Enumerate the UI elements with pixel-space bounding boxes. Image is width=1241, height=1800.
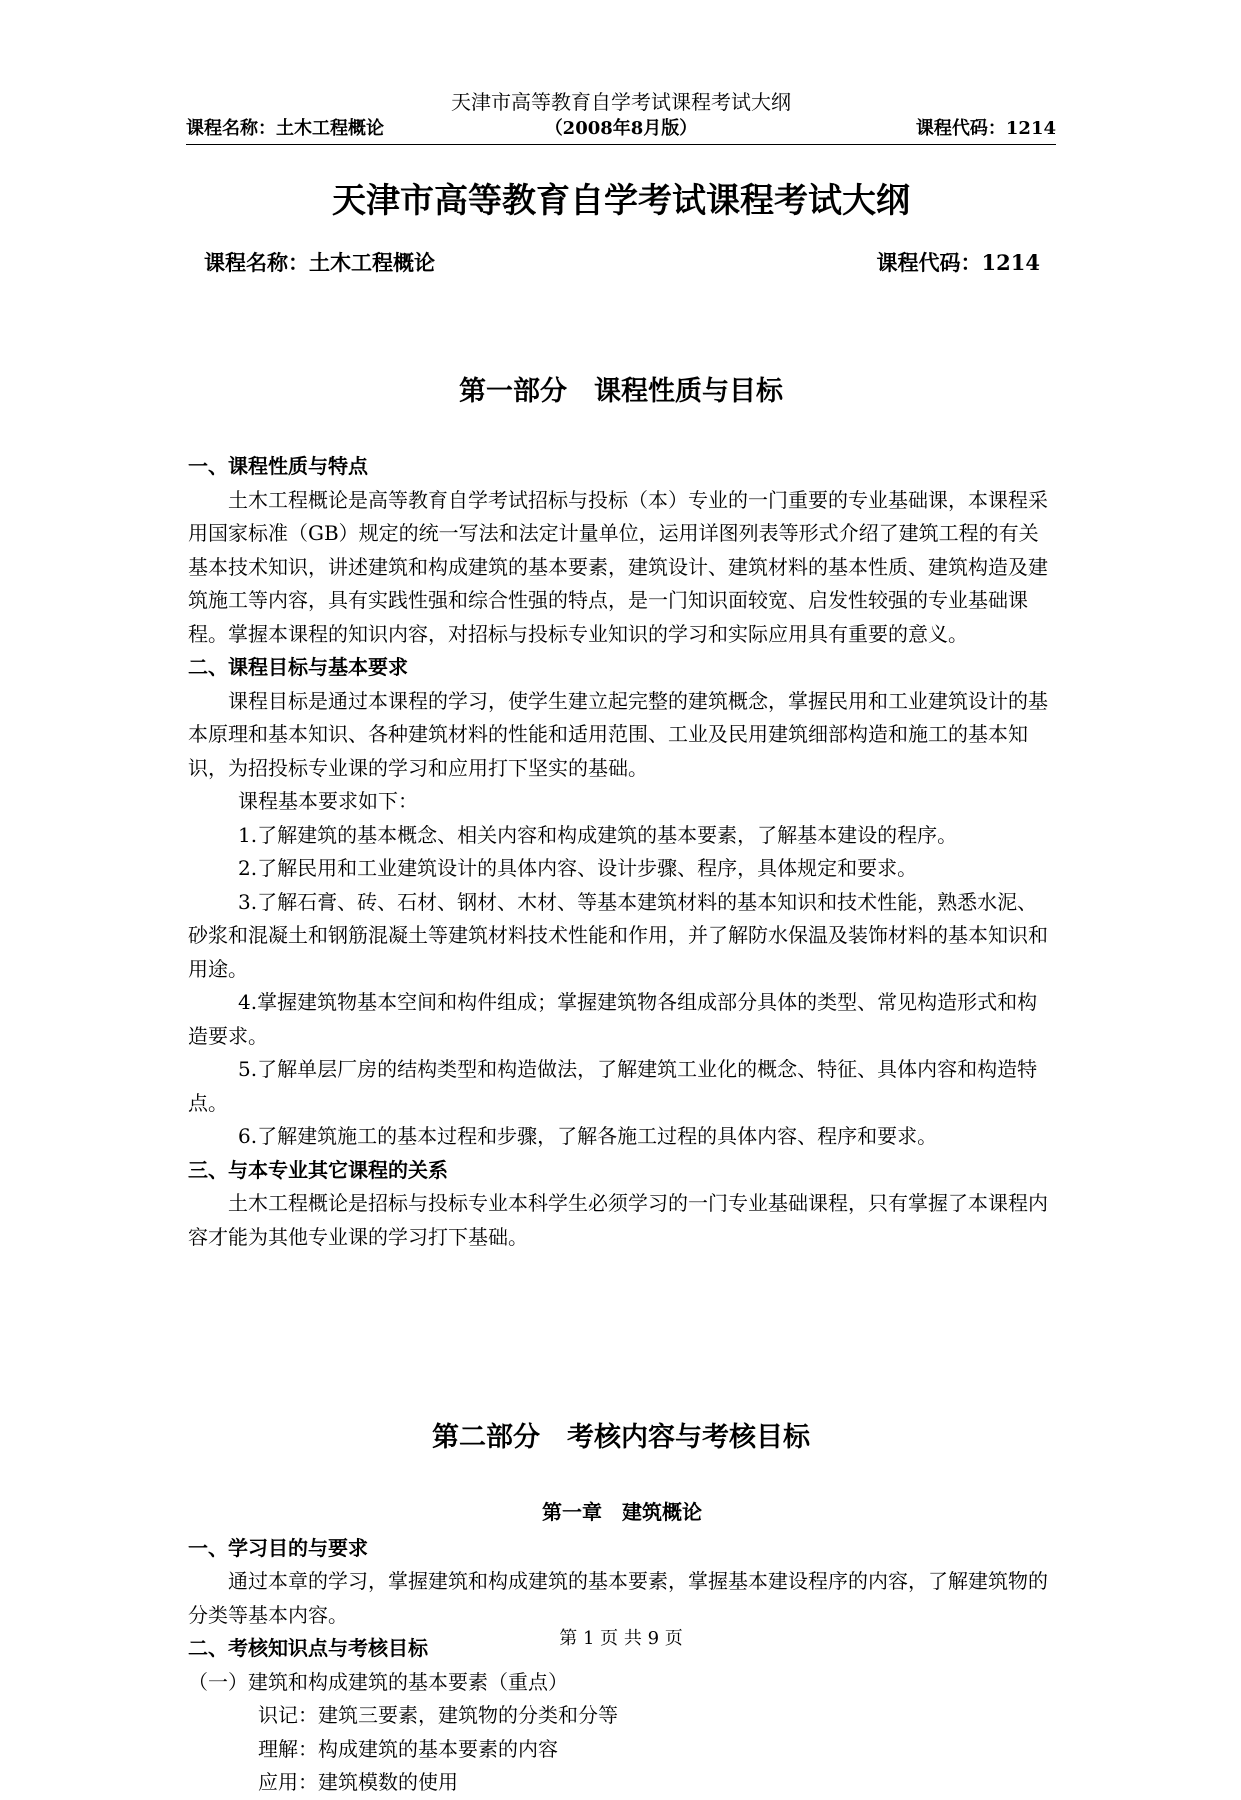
requirement-item: 4.掌握建筑物基本空间和构件组成；掌握建筑物各组成部分具体的类型、常见构造形式和构造要求。 bbox=[188, 990, 1038, 1048]
requirement-item: 1.了解建筑的基本概念、相关内容和构成建筑的基本要素，了解基本建设的程序。 bbox=[238, 822, 958, 847]
running-header-course-code: 课程代码：1214 bbox=[915, 118, 1056, 139]
page-footer: 第 1 页 共 9 页 bbox=[559, 1628, 683, 1649]
running-header-title: 天津市高等教育自学考试课程考试大纲 bbox=[451, 90, 791, 114]
knowledge-item: 识记：建筑三要素，建筑物的分类和分等 bbox=[258, 1703, 618, 1727]
course-code: 课程代码：1214 bbox=[876, 250, 1040, 275]
part1-body bbox=[188, 450, 1056, 1254]
requirement-item: 5.了解单层厂房的结构类型和构造做法，了解建筑工业化的概念、特征、具体内容和构造特点。 bbox=[188, 1057, 1038, 1115]
part2-title: 第二部分 考核内容与考核目标 bbox=[432, 1422, 810, 1453]
section-heading-nature: 一、课程性质与特点 bbox=[188, 454, 368, 478]
section-heading-objectives: 一、学习目的与要求 bbox=[188, 1535, 368, 1560]
running-header bbox=[186, 88, 1056, 145]
paragraph-goals: 课程目标是通过本课程的学习，使学生建立起完整的建筑概念，掌握民用和工业建筑设计的基本原理和基本知识、各种建筑材料的性能和适用范围、工业及民用建筑细部构造和施工的基本知识，为招投标专业课的学习和应用打下坚实的基础。 bbox=[188, 688, 1048, 780]
course-name: 课程名称：土木工程概论 bbox=[204, 250, 435, 275]
section-heading-relations: 三、与本专业其它课程的关系 bbox=[188, 1157, 448, 1182]
part1-title: 第一部分 课程性质与目标 bbox=[459, 376, 783, 407]
knowledge-item: 应用：建筑模数的使用 bbox=[258, 1770, 458, 1794]
knowledge-item: 理解：构成建筑的基本要素的内容 bbox=[258, 1736, 558, 1761]
course-info-line bbox=[204, 248, 1040, 278]
paragraph-objectives: 通过本章的学习，掌握建筑和构成建筑的基本要素，掌握基本建设程序的内容，了解建筑物的分类等基本内容。 bbox=[188, 1569, 1048, 1627]
requirement-item: 2.了解民用和工业建筑设计的具体内容、设计步骤、程序，具体规定和要求。 bbox=[238, 856, 918, 880]
paragraph-requirements-intro: 课程基本要求如下： bbox=[238, 789, 418, 813]
running-header-course-name: 课程名称：土木工程概论 bbox=[186, 118, 384, 139]
requirement-item: 3.了解石膏、砖、石材、钢材、木材、等基本建筑材料的基本知识和技术性能，熟悉水泥、砂浆和混凝土和钢筋混凝土等建筑材料技术性能和作用，并了解防水保温及装饰材料的基本知识和用途。 bbox=[188, 889, 1048, 981]
requirement-item: 6.了解建筑施工的基本过程和步骤，了解各施工过程的具体内容、程序和要求。 bbox=[238, 1124, 938, 1148]
running-header-edition: （2008年8月版） bbox=[544, 118, 698, 139]
document-title: 天津市高等教育自学考试课程考试大纲 bbox=[332, 181, 910, 221]
paragraph-relations: 土木工程概论是招标与投标专业本科学生必须学习的一门专业基础课程，只有掌握了本课程内容才能为其他专业课的学习打下基础。 bbox=[188, 1191, 1048, 1249]
chapter-title: 第一章 建筑概论 bbox=[542, 1500, 702, 1524]
section-heading-goals: 二、课程目标与基本要求 bbox=[188, 655, 408, 679]
section-heading-knowledge-points: 二、考核知识点与考核目标 bbox=[188, 1636, 428, 1660]
paragraph-nature: 土木工程概论是高等教育自学考试招标与投标（本）专业的一门重要的专业基础课，本课程采用国家标准（GB）规定的统一写法和法定计量单位，运用详图列表等形式介绍了建筑工程的有关基本技术知识，讲述建筑和构成建筑的基本要素，建筑设计、建筑材料的基本性质、建筑构造及建筑施工等内容，具有实践性强和综合性强的特点，是一门知识面较宽、启发性较强的专业基础课程。掌握本课程的知识内容，对招标与投标专业知识的学习和实际应用具有重要的意义。 bbox=[188, 487, 1048, 646]
subsection-heading: （一）建筑和构成建筑的基本要素（重点） bbox=[188, 1669, 568, 1694]
